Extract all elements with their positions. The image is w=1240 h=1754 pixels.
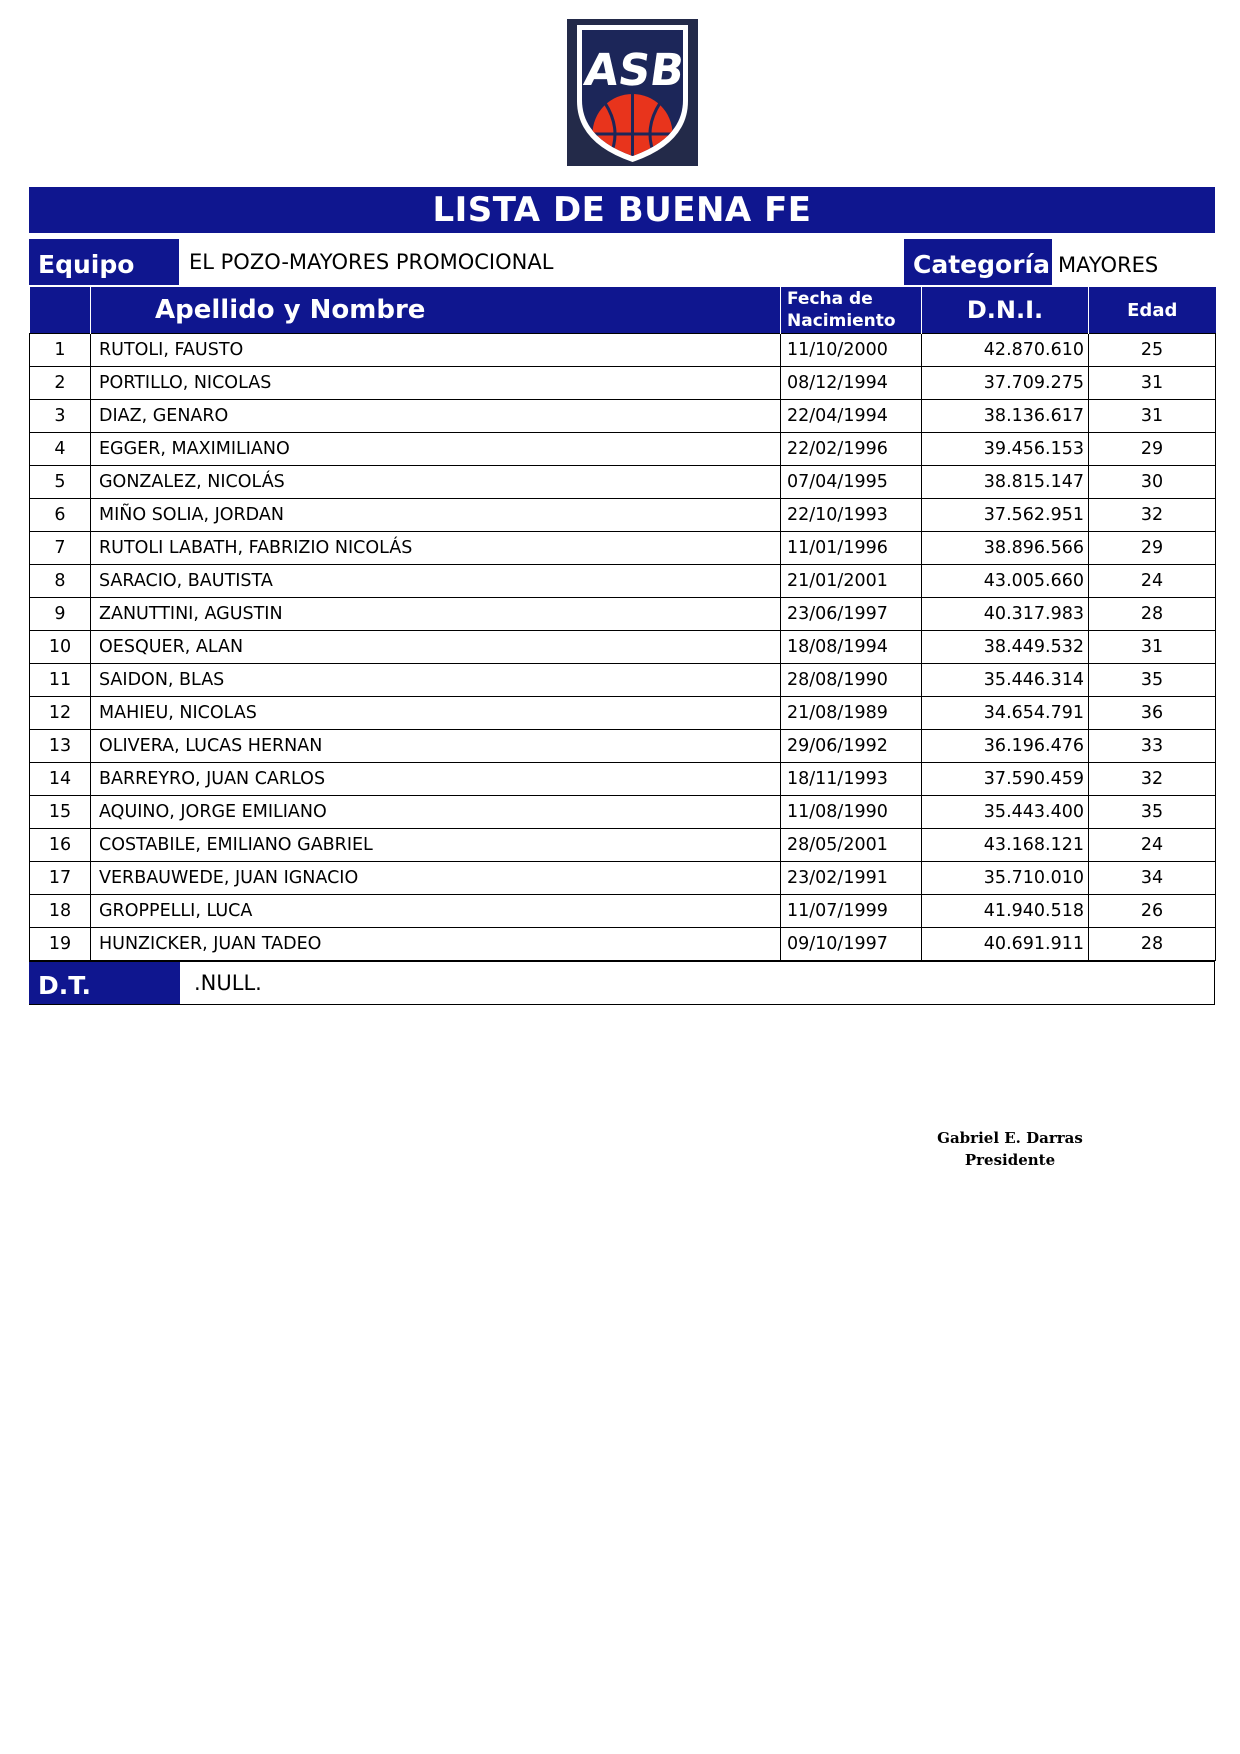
row-number: 5 [30,466,91,499]
birth-date: 22/02/1996 [781,433,922,466]
player-age: 35 [1089,664,1216,697]
dni-number: 38.136.617 [922,400,1089,433]
player-age: 31 [1089,367,1216,400]
table-row [30,598,1216,631]
players-table-body [30,334,1216,961]
table-header-row [30,287,1216,334]
row-number: 11 [30,664,91,697]
players-table [29,287,1216,961]
roster-sheet [29,187,1215,1005]
table-row [30,730,1216,763]
asb-logo [567,19,698,166]
row-number: 7 [30,532,91,565]
dni-number: 35.446.314 [922,664,1089,697]
player-name: PORTILLO, NICOLAS [91,367,781,400]
dni-number: 40.691.911 [922,928,1089,961]
player-name: EGGER, MAXIMILIANO [91,433,781,466]
birth-date: 28/08/1990 [781,664,922,697]
table-row [30,466,1216,499]
player-age: 32 [1089,499,1216,532]
row-number: 18 [30,895,91,928]
dni-number: 38.815.147 [922,466,1089,499]
player-name: SAIDON, BLAS [91,664,781,697]
header-dni: D.N.I. [922,287,1089,334]
player-age: 35 [1089,796,1216,829]
coach-row [29,961,1215,1005]
dni-number: 36.196.476 [922,730,1089,763]
player-age: 32 [1089,763,1216,796]
birth-date: 11/10/2000 [781,334,922,367]
row-number: 13 [30,730,91,763]
player-name: MIÑO SOLIA, JORDAN [91,499,781,532]
player-age: 33 [1089,730,1216,763]
row-number: 6 [30,499,91,532]
birth-date: 18/08/1994 [781,631,922,664]
birth-date: 07/04/1995 [781,466,922,499]
row-number: 1 [30,334,91,367]
dni-number: 38.449.532 [922,631,1089,664]
table-row [30,895,1216,928]
row-number: 19 [30,928,91,961]
player-age: 28 [1089,928,1216,961]
table-row [30,532,1216,565]
header-birth-line2: Nacimiento [787,311,896,331]
table-row [30,334,1216,367]
player-age: 25 [1089,334,1216,367]
dni-number: 35.710.010 [922,862,1089,895]
header-birth [781,287,922,334]
dni-number: 39.456.153 [922,433,1089,466]
dni-number: 42.870.610 [922,334,1089,367]
birth-date: 09/10/1997 [781,928,922,961]
team-label: Equipo [29,239,179,285]
player-age: 24 [1089,565,1216,598]
page-title: LISTA DE BUENA FE [29,187,1215,233]
player-age: 31 [1089,400,1216,433]
header-number [30,287,91,334]
player-age: 34 [1089,862,1216,895]
table-row [30,928,1216,961]
category-label: Categoría [904,239,1052,285]
player-name: SARACIO, BAUTISTA [91,565,781,598]
team-value: EL POZO-MAYORES PROMOCIONAL [189,250,554,274]
player-name: BARREYRO, JUAN CARLOS [91,763,781,796]
birth-date: 21/01/2001 [781,565,922,598]
asb-shield-icon [567,19,698,166]
row-number: 9 [30,598,91,631]
player-name: RUTOLI LABATH, FABRIZIO NICOLÁS [91,532,781,565]
coach-value: .NULL. [194,971,262,995]
birth-date: 22/10/1993 [781,499,922,532]
signature-name: Gabriel E. Darras [937,1129,1083,1147]
dni-number: 41.940.518 [922,895,1089,928]
dni-number: 38.896.566 [922,532,1089,565]
birth-date: 23/06/1997 [781,598,922,631]
table-row [30,400,1216,433]
birth-date: 08/12/1994 [781,367,922,400]
dni-number: 37.709.275 [922,367,1089,400]
player-name: OESQUER, ALAN [91,631,781,664]
table-row [30,631,1216,664]
logo-text: ASB [581,45,688,96]
dni-number: 37.590.459 [922,763,1089,796]
player-name: COSTABILE, EMILIANO GABRIEL [91,829,781,862]
dni-number: 40.317.983 [922,598,1089,631]
table-row [30,367,1216,400]
row-number: 4 [30,433,91,466]
player-name: HUNZICKER, JUAN TADEO [91,928,781,961]
team-info-row [29,239,1215,285]
header-birth-line1: Fecha de [787,289,873,309]
category-value: MAYORES [1058,253,1159,277]
birth-date: 18/11/1993 [781,763,922,796]
table-row [30,796,1216,829]
dni-number: 35.443.400 [922,796,1089,829]
player-age: 29 [1089,532,1216,565]
table-row [30,499,1216,532]
row-number: 2 [30,367,91,400]
row-number: 8 [30,565,91,598]
table-row [30,697,1216,730]
signature-block [900,1127,1120,1171]
player-age: 31 [1089,631,1216,664]
signature-role: Presidente [964,1151,1056,1169]
player-age: 29 [1089,433,1216,466]
table-row [30,763,1216,796]
row-number: 15 [30,796,91,829]
birth-date: 28/05/2001 [781,829,922,862]
dni-number: 43.005.660 [922,565,1089,598]
header-age: Edad [1089,287,1216,334]
player-name: AQUINO, JORGE EMILIANO [91,796,781,829]
player-name: GONZALEZ, NICOLÁS [91,466,781,499]
dni-number: 43.168.121 [922,829,1089,862]
player-name: OLIVERA, LUCAS HERNAN [91,730,781,763]
player-name: VERBAUWEDE, JUAN IGNACIO [91,862,781,895]
player-age: 30 [1089,466,1216,499]
player-name: DIAZ, GENARO [91,400,781,433]
row-number: 14 [30,763,91,796]
row-number: 10 [30,631,91,664]
player-age: 24 [1089,829,1216,862]
row-number: 16 [30,829,91,862]
player-age: 26 [1089,895,1216,928]
coach-label: D.T. [29,962,180,1004]
player-age: 28 [1089,598,1216,631]
player-age: 36 [1089,697,1216,730]
dni-number: 37.562.951 [922,499,1089,532]
table-row [30,862,1216,895]
table-row [30,565,1216,598]
birth-date: 11/01/1996 [781,532,922,565]
player-name: GROPPELLI, LUCA [91,895,781,928]
table-row [30,664,1216,697]
table-row [30,433,1216,466]
birth-date: 11/08/1990 [781,796,922,829]
birth-date: 29/06/1992 [781,730,922,763]
birth-date: 11/07/1999 [781,895,922,928]
birth-date: 23/02/1991 [781,862,922,895]
row-number: 17 [30,862,91,895]
row-number: 3 [30,400,91,433]
dni-number: 34.654.791 [922,697,1089,730]
header-name: Apellido y Nombre [91,287,781,334]
row-number: 12 [30,697,91,730]
player-name: ZANUTTINI, AGUSTIN [91,598,781,631]
table-row [30,829,1216,862]
player-name: RUTOLI, FAUSTO [91,334,781,367]
birth-date: 21/08/1989 [781,697,922,730]
birth-date: 22/04/1994 [781,400,922,433]
player-name: MAHIEU, NICOLAS [91,697,781,730]
